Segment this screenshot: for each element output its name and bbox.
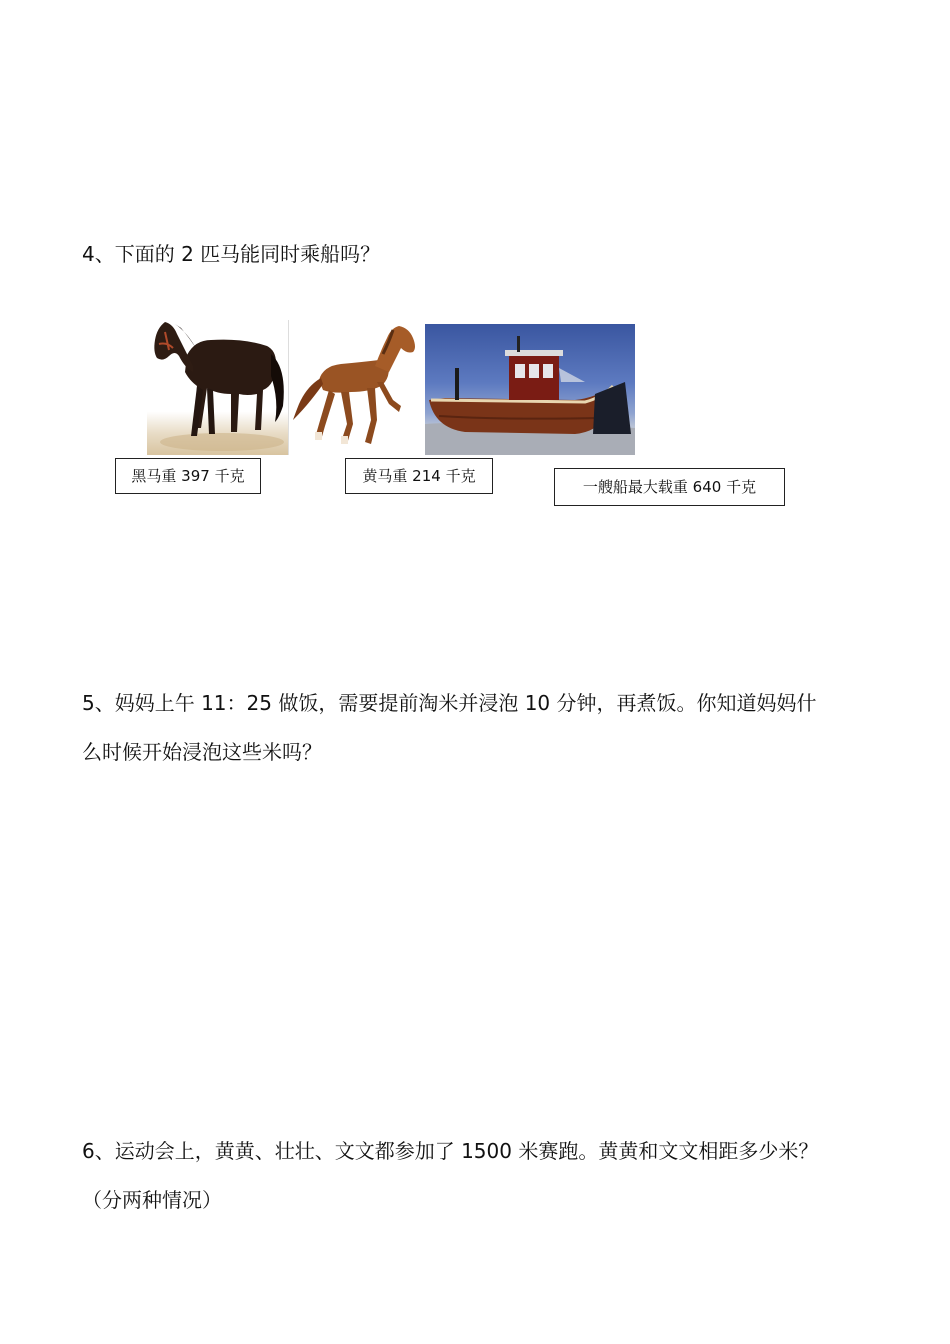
question-6-line-1: 6、运动会上，黄黄、壮壮、文文都参加了 1500 米赛跑。黄黄和文文相距多少米？ xyxy=(82,1139,819,1163)
black-horse-image xyxy=(147,310,289,455)
boat-icon xyxy=(425,324,635,455)
question-5-line-2: 么时候开始浸泡这些米吗？ xyxy=(82,740,322,764)
question-4-text: 4、下面的 2 匹马能同时乘船吗？ xyxy=(82,242,381,266)
question-4 xyxy=(82,230,882,279)
question-6-line-2: （分两种情况） xyxy=(82,1188,222,1212)
question-5 xyxy=(82,679,882,777)
yellow-horse-weight-label: 黄马重 214 千克 xyxy=(345,458,493,494)
black-horse-weight-label: 黑马重 397 千克 xyxy=(115,458,261,494)
boat-image xyxy=(425,324,635,455)
black-horse-icon xyxy=(147,310,289,455)
question-5-line-1: 5、妈妈上午 11：25 做饭，需要提前淘米并浸泡 10 分钟，再煮饭。你知道妈妈什 xyxy=(82,691,817,715)
question-6 xyxy=(82,1127,882,1225)
brown-horse-image xyxy=(288,320,427,455)
boat-capacity-label: 一艘船最大载重 640 千克 xyxy=(554,468,785,506)
brown-horse-icon xyxy=(289,320,427,455)
